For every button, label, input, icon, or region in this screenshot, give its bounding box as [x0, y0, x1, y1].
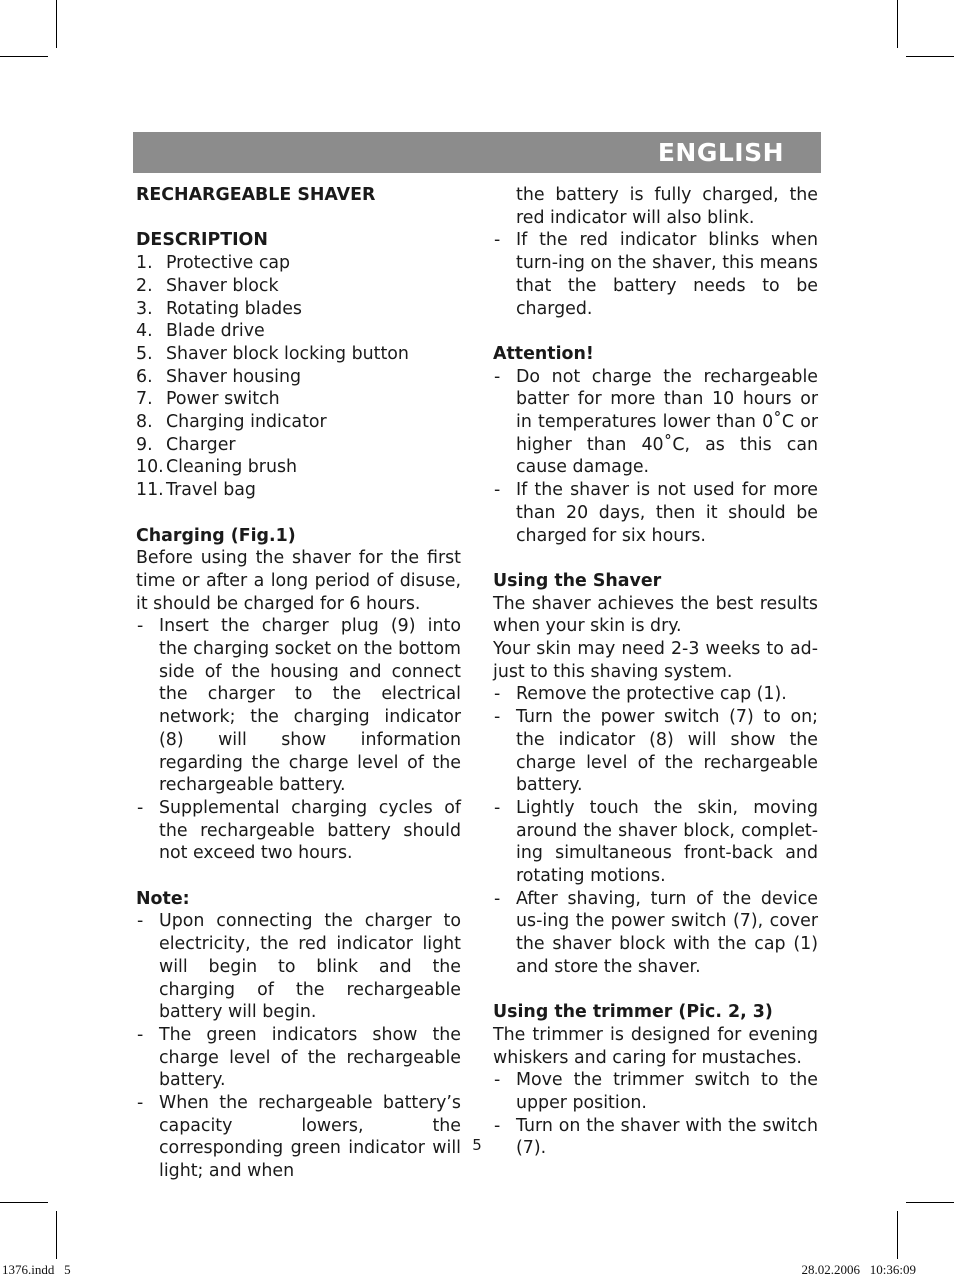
charging-intro: Before using the shaver for the first time or after a long period of disuse, it should be charged for 6 hours.: [136, 548, 461, 614]
list-item: 3. Rotating blades: [136, 298, 302, 319]
crop-mark: [897, 1211, 898, 1259]
list-item: - Upon connecting the charger to electricity, the red indicator light will begin to blink and the charging of the rechargeable battery will begin.: [137, 911, 461, 1023]
crop-mark: [906, 56, 954, 57]
crop-mark: [0, 56, 48, 57]
note-continuation: the battery is fully charged, the red indicator will also blink.: [516, 185, 818, 228]
charging-list: [136, 615, 461, 865]
crop-mark: [56, 1211, 57, 1259]
crop-mark: [897, 0, 898, 48]
language-header-bar: [133, 132, 821, 173]
list-item: 8. Charging indicator: [136, 412, 327, 433]
list-item: 5. Shaver block locking button: [136, 343, 409, 364]
list-item: - Supplemental charging cycles of the rechargeable battery should not exceed two hours.: [137, 797, 461, 864]
print-slug-file: 1376.indd 5: [2, 1262, 71, 1277]
list-item: 1. Protective cap: [136, 253, 291, 274]
right-column: [493, 184, 818, 1160]
list-item: - Lightly touch the skin, moving around the shaver block, complet-ing simultaneous front-back and rotating motions.: [494, 797, 818, 887]
list-item: 10. Cleaning brush: [136, 457, 298, 478]
list-item: 7. Power switch: [136, 389, 280, 410]
list-item: 9. Charger: [136, 434, 236, 455]
left-column: [136, 184, 461, 1183]
list-item: - Insert the charger plug (9) into the charging socket on the bottom side of the housing and connect the charger to the electrical network; the charging indicator (8) will show information regarding the charge level of the rechargeable battery.: [137, 616, 461, 796]
list-item: 2. Shaver block: [136, 275, 279, 296]
list-item: 6. Shaver housing: [136, 366, 302, 387]
list-item: - After shaving, turn of the device us-ing the power switch (7), cover the shaver block with the cap (1) and store the shaver.: [494, 888, 818, 977]
crop-mark: [56, 0, 57, 48]
note-list-continued: [493, 229, 818, 320]
description-heading: DESCRIPTION: [136, 230, 268, 251]
list-item: - Move the trimmer switch to the upper position.: [494, 1070, 818, 1114]
using-intro-1: The shaver achieves the best results when your skin is dry.: [493, 593, 818, 637]
list-item: - The green indicators show the charge level of the rechargeable battery.: [137, 1024, 461, 1091]
product-title: RECHARGEABLE SHAVER: [136, 185, 376, 205]
list-item: 4. Blade drive: [136, 321, 265, 342]
note-heading: Note:: [136, 888, 190, 909]
list-item: - Do not charge the rechargeable batter for more than 10 hours or in temperatures lower than 0˚C or higher than 40˚C, as this can cause damage.: [494, 366, 818, 478]
print-slug-date: 28.02.2006 10:36:09: [801, 1262, 916, 1277]
using-list: [493, 683, 818, 978]
using-shaver-heading: Using the Shaver: [493, 570, 662, 591]
attention-heading: Attention!: [493, 343, 594, 364]
crop-mark: [906, 1202, 954, 1203]
language-label: ENGLISH: [657, 138, 784, 167]
crop-mark: [0, 1202, 48, 1203]
using-intro-2: Your skin may need 2-3 weeks to ad-just to this shaving system.: [493, 639, 818, 682]
trimmer-intro: The trimmer is designed for evening whiskers and caring for mustaches.: [493, 1024, 818, 1068]
page-number: 5: [472, 1136, 482, 1154]
attention-list: [493, 366, 818, 548]
list-item: - Remove the protective cap (1).: [494, 684, 787, 705]
trimmer-heading: Using the trimmer (Pic. 2, 3): [493, 1002, 773, 1023]
list-item: - If the shaver is not used for more than 20 days, then it should be charged for six hours.: [494, 480, 818, 546]
list-item: - Turn the power switch (7) to on; the indicator (8) will show the charge level of the rechargeable battery.: [494, 707, 818, 796]
description-list: [136, 252, 461, 502]
list-item: 11. Travel bag: [136, 480, 256, 501]
list-item: - Turn on the shaver with the switch (7).: [494, 1115, 818, 1159]
list-item: - If the red indicator blinks when turn-ing on the shaver, this means that the battery needs to be charged.: [494, 230, 818, 319]
list-item: - When the rechargeable battery’s capacity lowers, the corresponding green indicator will light; and when: [137, 1093, 461, 1182]
charging-heading: Charging (Fig.1): [136, 525, 296, 546]
